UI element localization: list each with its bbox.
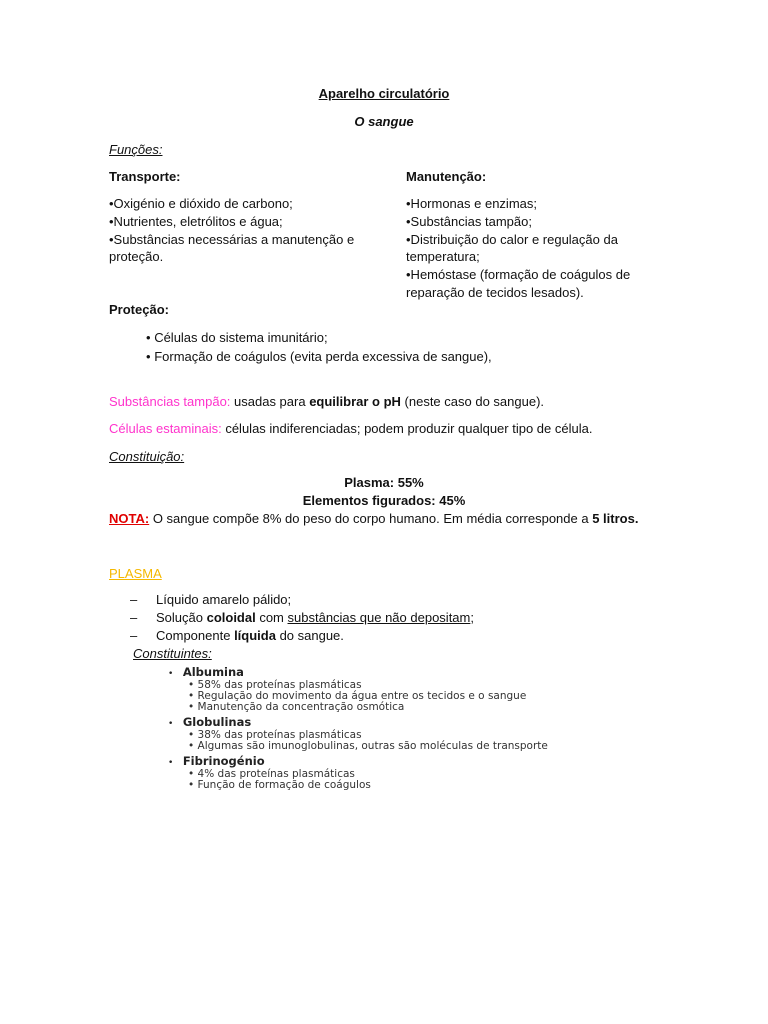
tampao-label: Substâncias tampão:: [109, 394, 231, 409]
protecao-item: • Formação de coágulos (evita perda excessiva de sangue),: [146, 349, 492, 364]
constituinte-detail: • Regulação do movimento da água entre os tecidos e o sangue: [188, 690, 527, 702]
bullet-icon: •: [188, 768, 195, 780]
dash-icon: –: [130, 628, 138, 643]
bullet-icon: •: [168, 669, 174, 679]
manutencao-line: •Distribuição do calor e regulação da: [406, 232, 618, 247]
protecao-heading: Proteção:: [109, 302, 169, 317]
constituinte-detail: • Algumas são imunoglobulinas, outras são moléculas de transporte: [188, 740, 548, 752]
constituinte-detail: • 58% das proteínas plasmáticas: [188, 679, 362, 691]
constituinte-detail: • Função de formação de coágulos: [188, 779, 371, 791]
constituicao-heading: Constituição:: [109, 449, 185, 464]
nota-line: NOTA: O sangue compõe 8% do peso do corpo humano. Em média corresponde a 5 litros.: [109, 511, 639, 526]
funcoes-heading: Funções:: [109, 142, 163, 157]
transporte-line: proteção.: [109, 249, 164, 264]
constituintes-heading: Constituintes:: [133, 646, 212, 661]
manutencao-line: •Substâncias tampão;: [406, 214, 532, 229]
nota-label: NOTA:: [109, 511, 150, 526]
manutencao-line: •Hemóstase (formação de coágulos de: [406, 267, 631, 282]
constituinte-item: • Albumina: [168, 665, 244, 679]
dash-icon: –: [130, 610, 138, 625]
bullet-icon: •: [188, 701, 195, 713]
tampao-definition: Substâncias tampão: usadas para equilibrar o pH (neste caso do sangue).: [109, 394, 545, 409]
constituinte-item: • Fibrinogénio: [168, 754, 265, 768]
manutencao-line: temperatura;: [406, 249, 480, 264]
document-page: Aparelho circulatório O sangue Funções: Transporte: •Oxigénio e dióxido de carbono; •Nutrientes, eletrólitos e água; •Substâncias necessárias a manutenção e proteção. Manutenção: •Hormonas e enzimas; •Substâncias tampão; •Distribuição do calor e regulação da temperatura; •Hemóstase (formação de coágulos de reparação de tecidos lesados). Proteção: • Células do sistema imunitário; • Formação de coágulos (evita perda excessiva de sangue), Substâncias tampão: usadas para equilibrar o pH (neste caso do sangue). Células estaminais: células indiferenciadas; podem produzir qualquer tipo de célula. Constituição: Plasma: 55% Elementos figurados: 45% NOTA: O sangue compõe 8% do peso do corpo humano. Em média corresponde a 5 litros. PLASMA – Líquido amarelo pálido; – Solução coloidal com substâncias que não depositam; – Componente líquida do sangue. Constituintes: • Albumina • 58% das proteínas plasmáticas • Regulação do movimento da água entre os tecidos e o sangue • Manutenção da concentração osmótica • Globulinas • 38% das proteínas plasmáticas • Algumas são imunoglobulinas, outras são moléculas de transporte • Fibrinogénio • 4% das proteínas plasmáticas • Função de formação de coágulos: [0, 0, 768, 1024]
bullet-icon: •: [188, 679, 195, 691]
manutencao-line: •Hormonas e enzimas;: [406, 196, 537, 211]
transporte-heading: Transporte:: [109, 169, 181, 184]
elementos-percentage: Elementos figurados: 45%: [302, 493, 466, 508]
estaminais-definition: Células estaminais: células indiferenciadas; podem produzir qualquer tipo de célula.: [109, 421, 593, 436]
transporte-line: •Substâncias necessárias a manutenção e: [109, 232, 355, 247]
bullet-icon: •: [146, 349, 151, 364]
transporte-line: •Oxigénio e dióxido de carbono;: [109, 196, 293, 211]
protecao-item: • Células do sistema imunitário;: [146, 330, 328, 345]
document-title: Aparelho circulatório: [318, 86, 450, 101]
bullet-icon: •: [146, 330, 151, 345]
constituinte-detail: • 38% das proteínas plasmáticas: [188, 729, 362, 741]
plasma-percentage: Plasma: 55%: [344, 475, 424, 490]
bullet-icon: •: [188, 729, 195, 741]
transporte-line: •Nutrientes, eletrólitos e água;: [109, 214, 283, 229]
bullet-icon: •: [188, 740, 195, 752]
manutencao-heading: Manutenção:: [406, 169, 487, 184]
dash-icon: –: [130, 592, 138, 607]
constituinte-detail: • Manutenção da concentração osmótica: [188, 701, 405, 713]
document-subtitle: O sangue: [354, 114, 414, 129]
manutencao-line: reparação de tecidos lesados).: [406, 285, 584, 300]
plasma-heading: PLASMA: [109, 566, 162, 581]
bullet-icon: •: [168, 758, 174, 768]
bullet-icon: •: [168, 719, 174, 729]
constituinte-detail: • 4% das proteínas plasmáticas: [188, 768, 355, 780]
estaminais-label: Células estaminais:: [109, 421, 222, 436]
bullet-icon: •: [188, 779, 195, 791]
bullet-icon: •: [188, 690, 195, 702]
constituinte-item: • Globulinas: [168, 715, 252, 729]
